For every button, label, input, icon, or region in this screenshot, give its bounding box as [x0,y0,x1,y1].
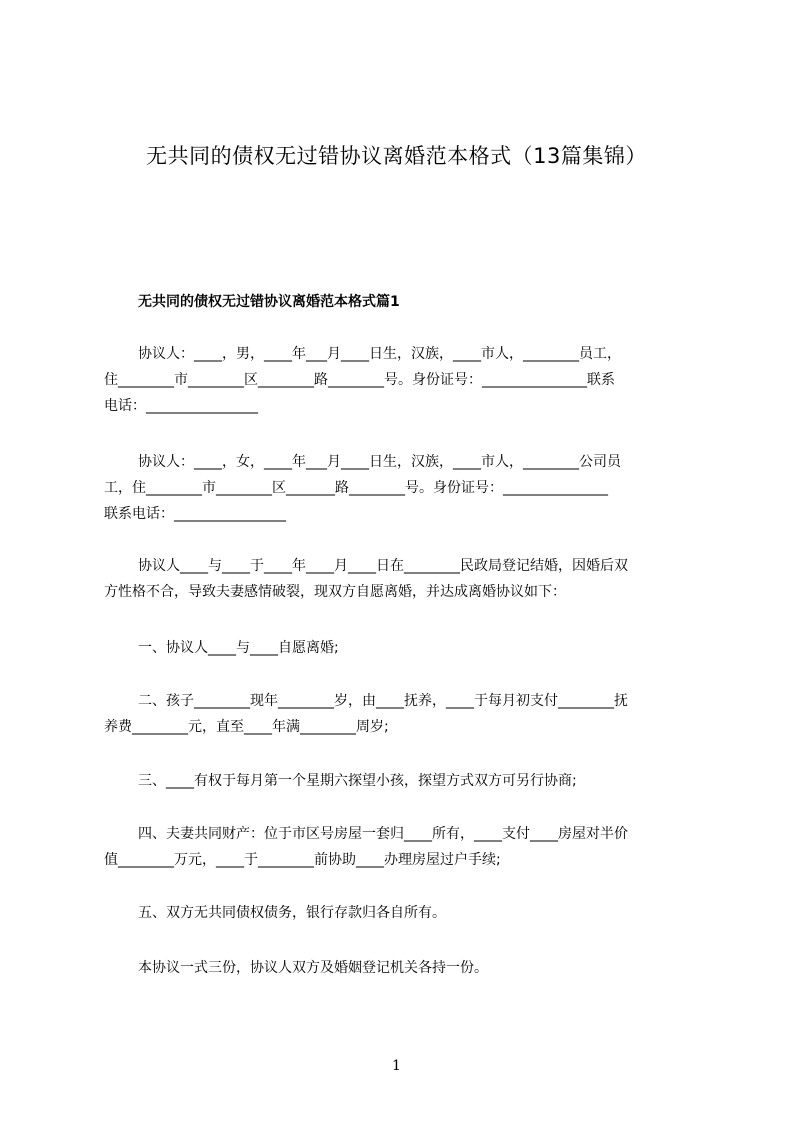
paragraph-line: 二、孩子________现年________岁，由____抚养，____于每月初支付________抚 [138,693,628,709]
paragraph-line: 协议人：____，女，____年___月____日生，汉族，____市人，________公司员 [138,454,621,470]
paragraph-line: 四、夫妻共同财产：位于市区号房屋一套归____所有，____支付____房屋对半价 [138,826,628,842]
page-number: 1 [392,1058,401,1074]
document-title: 无共同的债权无过错协议离婚范本格式（13篇集锦） [146,144,647,168]
paragraph-party-male [104,341,704,419]
paragraph-line: 工，住________市________区_______路________号。身份证号：_______________ [104,480,608,496]
closing-statement [104,955,704,981]
paragraph-line: 方性格不合，导致夫妻感情破裂，现双方自愿离婚，并达成离婚协议如下： [104,584,566,600]
clause-5 [104,900,704,926]
clause-4 [104,821,704,873]
paragraph-line: 住________市________区________路________号。身份证号：_______________联系 [104,372,615,388]
paragraph-party-female [104,449,704,527]
paragraph-line: 养费________元，直至____年满________周岁; [104,719,389,735]
paragraph-line: 电话：________________ [104,398,258,414]
paragraph-line: 一、协议人____与____自愿离婚; [138,640,339,656]
paragraph-line: 值________万元，____于________前协助____办理房屋过户手续; [104,852,501,868]
clause-3 [104,768,704,794]
paragraph-marriage-info [104,553,704,605]
paragraph-line: 三、____有权于每月第一个星期六探望小孩，探望方式双方可另行协商; [138,773,577,789]
section-title: 无共同的债权无过错协议离婚范本格式篇1 [138,294,400,310]
clause-1 [104,635,704,661]
paragraph-line: 协议人：____，男，____年___月____日生，汉族，____市人，________员工， [138,346,621,362]
paragraph-line: 协议人____与____于____年____月____日在________民政局登记结婚，因婚后双 [138,558,628,574]
clause-2 [104,688,704,740]
paragraph-line: 本协议一式三份，协议人双方及婚姻登记机关各持一份。 [138,960,488,976]
paragraph-line: 联系电话：________________ [104,506,286,522]
paragraph-line: 五、双方无共同债权债务，银行存款归各自所有。 [138,905,446,921]
